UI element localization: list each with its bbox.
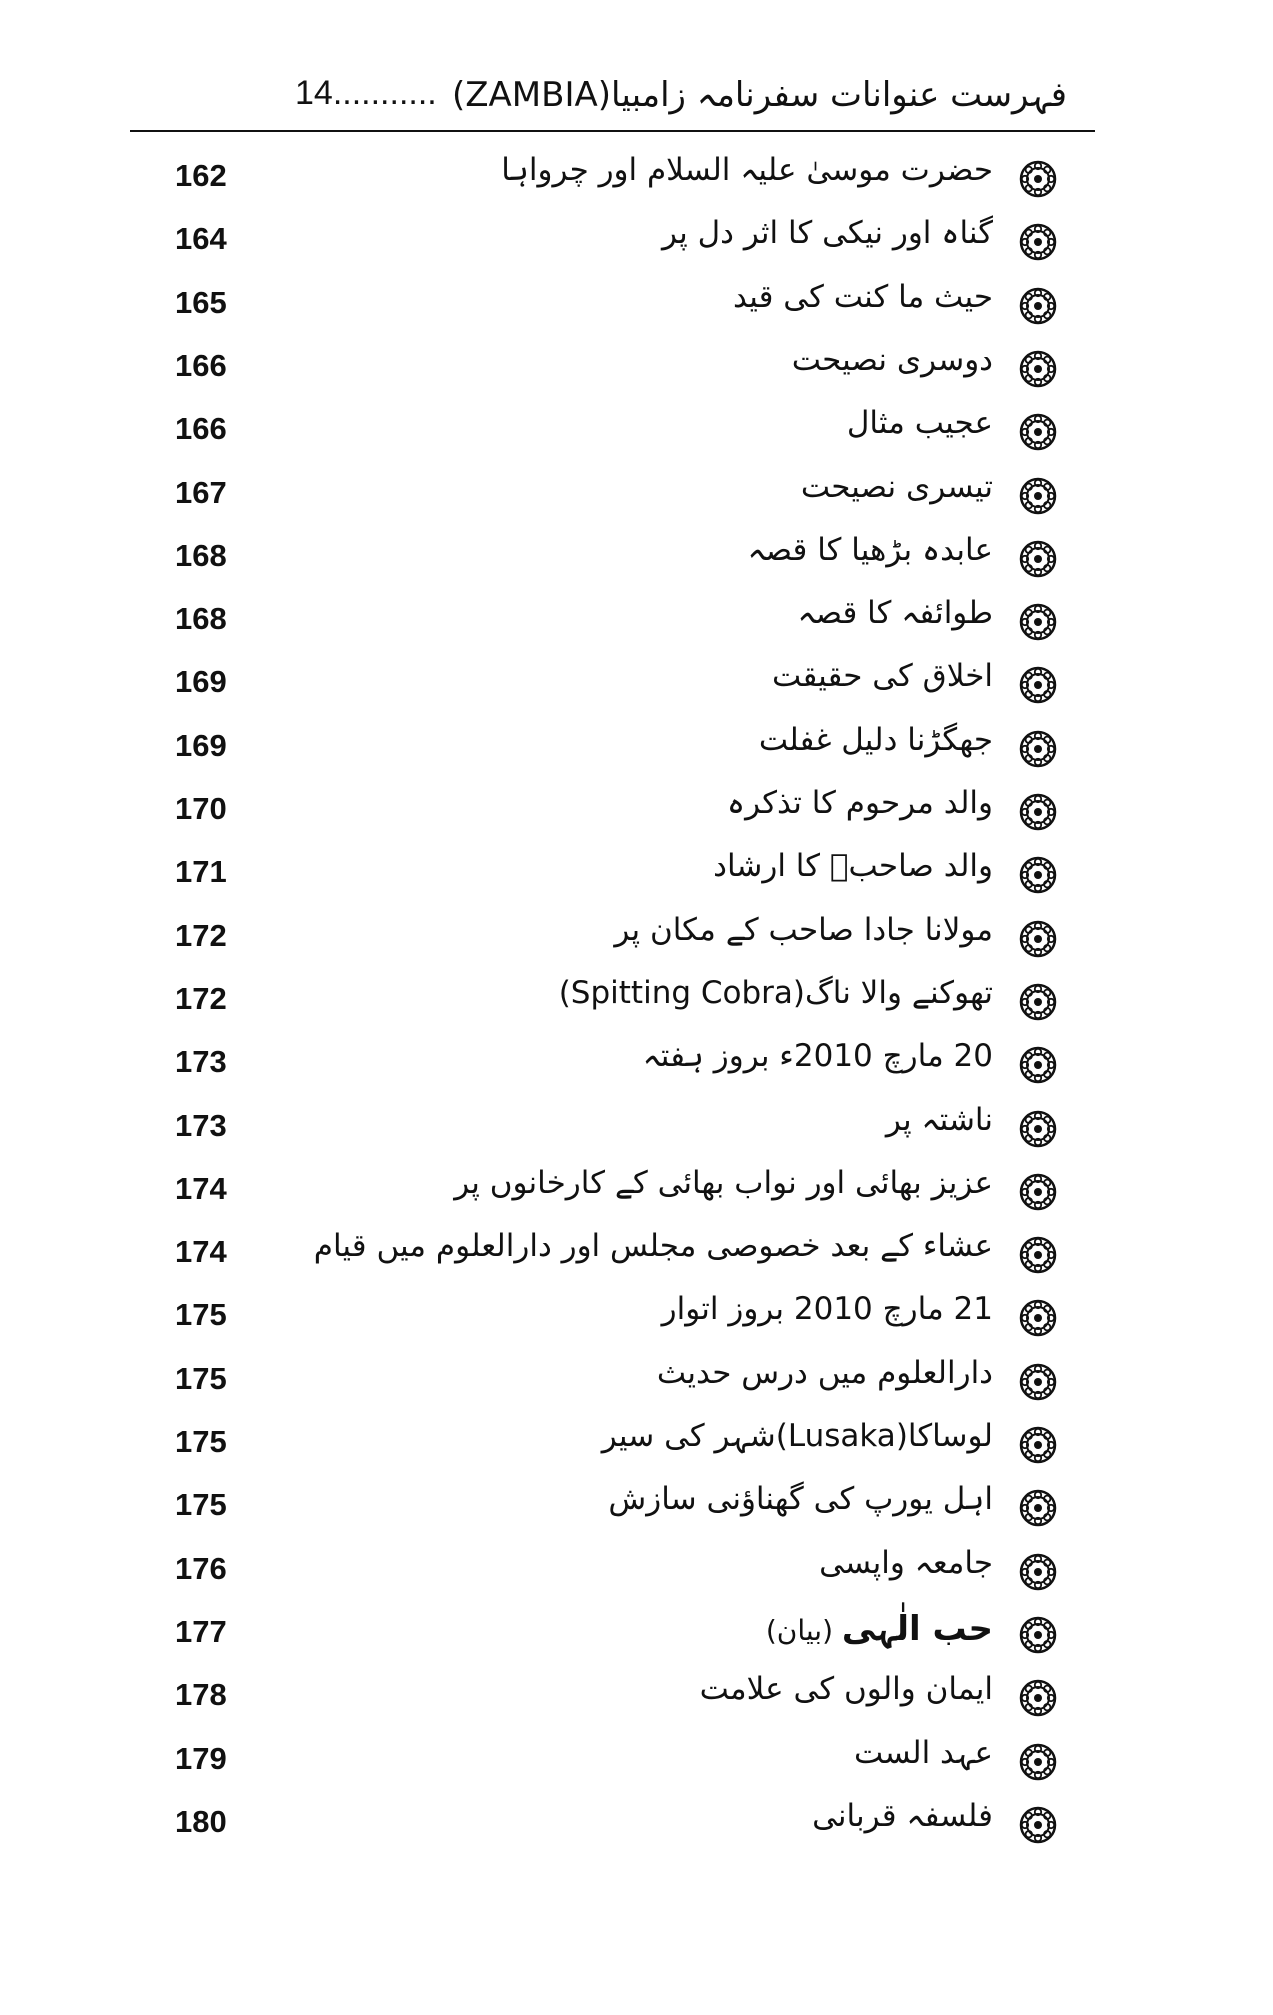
flower-bullet-icon [1019,350,1057,388]
toc-row [0,1289,1273,1349]
toc-page-number: 177 [175,1613,227,1649]
toc-entry-title: حیث ما کنت کی قید [732,278,993,315]
toc-row [0,1226,1273,1286]
flower-bullet-icon [1019,1553,1057,1591]
toc-entry-title: لوساکا(Lusaka)شہر کی سیر [601,1418,993,1454]
flower-bullet-icon [1019,920,1057,958]
flower-bullet-icon [1019,413,1057,451]
toc-row [0,1669,1273,1729]
toc-entry-title: مولانا جادا صاحب کے مکان پر [614,911,993,948]
toc-page-number: 172 [175,917,227,953]
toc-row [0,150,1273,210]
toc-entry-title: 21 مارچ 2010 بروز اتوار [661,1291,993,1328]
toc-row [0,1543,1273,1603]
toc-entry-title: طوائفہ کا قصہ [797,595,993,632]
toc-row [0,277,1273,337]
flower-bullet-icon [1019,1806,1057,1844]
toc-page-number: 168 [175,601,227,637]
flower-bullet-icon [1019,1679,1057,1717]
toc-row [0,846,1273,906]
toc-page-number: 174 [175,1234,227,1270]
flower-bullet-icon [1019,1110,1057,1148]
flower-bullet-icon [1019,1743,1057,1781]
toc-row [0,910,1273,970]
toc-entry-title: عہد الست [854,1734,993,1771]
toc-page-number: 171 [175,854,227,890]
toc-row [0,1100,1273,1160]
flower-bullet-icon [1019,983,1057,1021]
flower-bullet-icon [1019,856,1057,894]
toc-entry-title: ناشتہ پر [885,1101,993,1138]
toc-page-number: 175 [175,1487,227,1523]
toc-entry-subtitle: (بیان) [765,1613,842,1647]
flower-bullet-icon [1019,793,1057,831]
toc-row [0,1606,1273,1666]
toc-entry-title: عجیب مثال [846,405,993,442]
toc-page-number: 169 [175,664,227,700]
flower-bullet-icon [1019,730,1057,768]
toc-page-number: 173 [175,1044,227,1080]
flower-bullet-icon [1019,1236,1057,1274]
toc-row [0,720,1273,780]
toc-row [0,1479,1273,1539]
toc-page-number: 175 [175,1424,227,1459]
toc-page-number: 165 [175,284,227,320]
flower-bullet-icon [1019,666,1057,704]
toc-page-number: 169 [175,727,227,763]
toc-row [0,213,1273,273]
header-title: فہرست عنوانات سفرنامہ زامبیا(ZAMBIA) [451,75,1067,115]
toc-page-number: 175 [175,1360,227,1396]
toc-entry-title: جامعہ واپسی [819,1544,993,1581]
toc-entry-title: فلسفہ قربانی [812,1797,993,1834]
toc-row [0,1163,1273,1223]
toc-row [0,1036,1273,1096]
flower-bullet-icon [1019,1173,1057,1211]
toc-entry-title: اہل یورپ کی گھناؤنی سازش [608,1481,993,1518]
toc-entry-title: عشاء کے بعد خصوصی مجلس اور دارالعلوم میں قیام [313,1228,993,1265]
toc-entry-title: 20 مارچ 2010ء بروز ہفتہ [642,1038,993,1075]
toc-page-number: 174 [175,1170,227,1206]
flower-bullet-icon [1019,1616,1057,1654]
header-page-number: 14........... [295,74,437,112]
flower-bullet-icon [1019,160,1057,198]
page-header [130,68,1095,132]
toc-page-number: 170 [175,791,227,826]
toc-page-number: 166 [175,411,227,447]
toc-entry-title: تھوکنے والا ناگ(Spitting Cobra) [558,974,993,1011]
flower-bullet-icon [1019,1363,1057,1401]
toc-page-number: 180 [175,1803,227,1839]
toc-entry-title: تیسری نصیحت [800,468,993,505]
toc-row [0,403,1273,463]
toc-entry-title: حب الٰہی (بیان) [765,1608,993,1649]
toc-entry-title: ایمان والوں کی علامت [699,1671,993,1708]
toc-row [0,656,1273,716]
toc-page-number: 178 [175,1677,227,1713]
toc-page-number: 176 [175,1550,227,1586]
flower-bullet-icon [1019,287,1057,325]
toc-page-number: 162 [175,158,227,193]
toc-row [0,593,1273,653]
toc-entry-title: گناہ اور نیکی کا اثر دل پر [662,215,993,252]
toc-entry-title: والد صاحبؒ کا ارشاد [713,848,993,885]
toc-row [0,340,1273,400]
toc-page-number: 168 [175,537,227,573]
flower-bullet-icon [1019,1426,1057,1464]
toc-row [0,530,1273,590]
toc-entry-title: والد مرحوم کا تذکرہ [726,785,993,821]
flower-bullet-icon [1019,1489,1057,1527]
toc-row [0,973,1273,1033]
flower-bullet-icon [1019,1299,1057,1337]
toc-row [0,1353,1273,1413]
toc-page-number: 167 [175,474,227,510]
flower-bullet-icon [1019,603,1057,641]
toc-page-number: 172 [175,980,227,1016]
toc-row [0,783,1273,843]
toc-entry-title: دوسری نصیحت [791,341,993,378]
toc-page-number: 164 [175,221,227,257]
toc-entry-title: عابدہ بڑھیا کا قصہ [747,531,993,568]
toc-page-number: 173 [175,1107,227,1143]
flower-bullet-icon [1019,540,1057,578]
toc-row [0,467,1273,527]
flower-bullet-icon [1019,223,1057,261]
toc-entry-title: حضرت موسیٰ علیہ السلام اور چرواہا [501,152,993,188]
flower-bullet-icon [1019,477,1057,515]
toc-row [0,1416,1273,1476]
toc-row [0,1733,1273,1793]
toc-page-number: 166 [175,347,227,383]
toc-entry-title: دارالعلوم میں درس حدیث [656,1354,993,1391]
toc-page-number: 175 [175,1297,227,1333]
toc-entry-title: عزیز بھائی اور نواب بھائی کے کارخانوں پر [454,1164,993,1201]
toc-entry-title: جھگڑنا دلیل غفلت [758,721,993,758]
toc-row [0,1796,1273,1856]
toc-page-number: 179 [175,1740,227,1776]
flower-bullet-icon [1019,1046,1057,1084]
toc-entry-title: اخلاق کی حقیقت [772,658,993,695]
